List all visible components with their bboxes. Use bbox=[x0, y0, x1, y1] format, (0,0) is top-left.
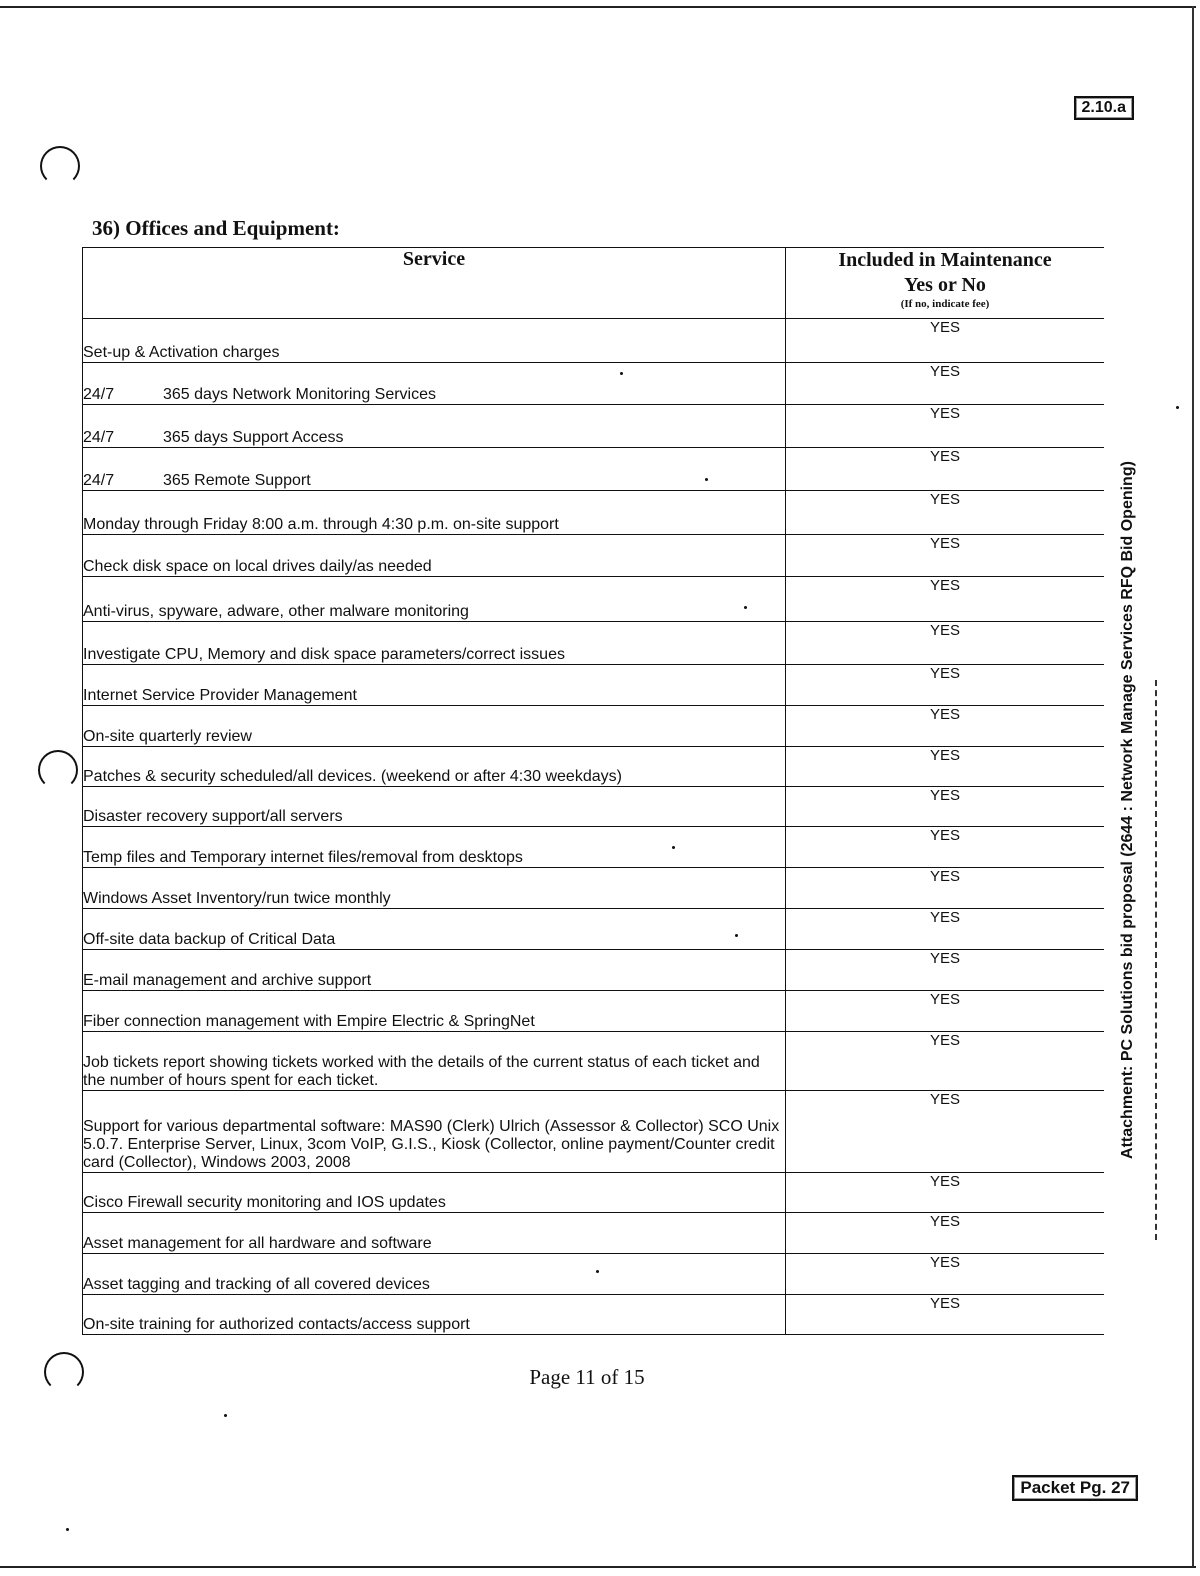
service-text: Monday through Friday 8:00 a.m. through 4:30 p.m. on-site support bbox=[83, 516, 559, 533]
table-row bbox=[83, 1173, 1105, 1213]
service-cell bbox=[83, 1032, 786, 1091]
service-cell bbox=[83, 1295, 786, 1335]
included-cell: YES bbox=[786, 1295, 1105, 1335]
scan-speck bbox=[705, 478, 708, 481]
included-cell: YES bbox=[786, 1032, 1105, 1091]
service-cell bbox=[83, 950, 786, 991]
table-row bbox=[83, 448, 1105, 491]
included-cell: YES bbox=[786, 491, 1105, 535]
service-cell bbox=[83, 1254, 786, 1295]
header-included bbox=[786, 248, 1105, 319]
service-text: Temp files and Temporary internet files/removal from desktops bbox=[83, 849, 523, 866]
service-text: Disaster recovery support/all servers bbox=[83, 808, 343, 825]
table-row bbox=[83, 868, 1105, 909]
included-cell: YES bbox=[786, 405, 1105, 448]
service-cell bbox=[83, 577, 786, 622]
service-prefix: 24/7 bbox=[83, 386, 115, 403]
scan-speck bbox=[1176, 406, 1179, 409]
header-included-line1: Included in Maintenance bbox=[838, 249, 1052, 271]
section-title: 36) Offices and Equipment: bbox=[92, 216, 340, 240]
service-text: 365 days Support Access bbox=[163, 429, 344, 446]
table-row bbox=[83, 909, 1105, 950]
table-row bbox=[83, 491, 1105, 535]
service-cell bbox=[83, 827, 786, 868]
header-service: Service bbox=[83, 248, 786, 319]
table-row bbox=[83, 950, 1105, 991]
service-cell bbox=[83, 787, 786, 827]
service-cell bbox=[83, 909, 786, 950]
service-cell bbox=[83, 1173, 786, 1213]
included-cell: YES bbox=[786, 622, 1105, 665]
service-cell bbox=[83, 1091, 786, 1173]
scan-speck bbox=[672, 846, 675, 849]
table-row bbox=[83, 787, 1105, 827]
service-prefix: 24/7 bbox=[83, 472, 115, 489]
service-cell bbox=[83, 665, 786, 706]
service-cell bbox=[83, 319, 786, 363]
table-row bbox=[83, 622, 1105, 665]
table-row bbox=[83, 706, 1105, 747]
included-cell: YES bbox=[786, 950, 1105, 991]
included-cell: YES bbox=[786, 665, 1105, 706]
service-text: 365 days Network Monitoring Services bbox=[163, 386, 437, 403]
included-cell: YES bbox=[786, 827, 1105, 868]
packet-stamp-bottom: Packet Pg. 27 bbox=[1012, 1475, 1138, 1501]
side-dashed-line bbox=[1155, 680, 1157, 1240]
service-text: E-mail management and archive support bbox=[83, 972, 372, 989]
included-cell: YES bbox=[786, 1173, 1105, 1213]
table-row bbox=[83, 1213, 1105, 1254]
included-cell: YES bbox=[786, 991, 1105, 1032]
table-row bbox=[83, 363, 1105, 405]
service-text: Windows Asset Inventory/run twice monthly bbox=[83, 890, 391, 907]
table-row bbox=[83, 1032, 1105, 1091]
header-included-note: (If no, indicate fee) bbox=[900, 298, 990, 310]
included-cell: YES bbox=[786, 1091, 1105, 1173]
included-cell: YES bbox=[786, 868, 1105, 909]
service-cell bbox=[83, 622, 786, 665]
service-text: 365 Remote Support bbox=[163, 472, 311, 489]
service-text: Investigate CPU, Memory and disk space parameters/correct issues bbox=[83, 646, 565, 663]
service-cell bbox=[83, 706, 786, 747]
service-cell bbox=[83, 535, 786, 577]
service-cell bbox=[83, 991, 786, 1032]
service-text: On-site training for authorized contacts/access support bbox=[83, 1316, 470, 1333]
header-included-line2: Yes or No bbox=[904, 274, 986, 296]
included-cell: YES bbox=[786, 535, 1105, 577]
page-border-bottom bbox=[0, 1566, 1196, 1568]
scan-speck bbox=[596, 1270, 599, 1273]
table-row bbox=[83, 1091, 1105, 1173]
table-row bbox=[83, 991, 1105, 1032]
service-text: Off-site data backup of Critical Data bbox=[83, 931, 336, 948]
service-text: Asset tagging and tracking of all covered devices bbox=[83, 1276, 430, 1293]
included-cell: YES bbox=[786, 787, 1105, 827]
table-row bbox=[83, 1295, 1105, 1335]
included-cell: YES bbox=[786, 319, 1105, 363]
service-text: Support for various departmental software: MAS90 (Clerk) Ulrich (Assessor & Collector) SCO Unix 5.0.7. Enterprise Server, Linux, 3com VoIP, G.I.S., Kiosk (Collector, online payment/Counter credit card (Collector), Windows 2003, 2008 bbox=[83, 1118, 780, 1171]
packet-stamp-top: 2.10.a bbox=[1074, 96, 1134, 120]
service-text: On-site quarterly review bbox=[83, 728, 252, 745]
table-row bbox=[83, 665, 1105, 706]
side-attachment-label: Attachment: PC Solutions bid proposal (2644 : Network Manage Services RFQ Bid Opening) bbox=[1119, 461, 1136, 1159]
service-prefix: 24/7 bbox=[83, 429, 115, 446]
service-cell bbox=[83, 868, 786, 909]
table-row bbox=[83, 319, 1105, 363]
service-text: Anti-virus, spyware, adware, other malware monitoring bbox=[83, 603, 469, 620]
included-cell: YES bbox=[786, 448, 1105, 491]
service-text: Fiber connection management with Empire Electric & SpringNet bbox=[83, 1013, 535, 1030]
service-cell bbox=[83, 491, 786, 535]
scan-speck bbox=[744, 606, 747, 609]
service-text: Internet Service Provider Management bbox=[83, 687, 357, 704]
service-cell bbox=[83, 405, 786, 448]
service-text: Asset management for all hardware and software bbox=[83, 1235, 432, 1252]
included-cell: YES bbox=[786, 909, 1105, 950]
included-cell: YES bbox=[786, 706, 1105, 747]
services-table bbox=[82, 247, 1104, 1335]
included-cell: YES bbox=[786, 1254, 1105, 1295]
scan-speck bbox=[620, 372, 623, 375]
page-number: Page 11 of 15 bbox=[529, 1365, 645, 1389]
included-cell: YES bbox=[786, 577, 1105, 622]
punch-hole-middle bbox=[38, 750, 78, 790]
included-cell: YES bbox=[786, 363, 1105, 405]
page-border-top bbox=[0, 6, 1196, 8]
table-row bbox=[83, 535, 1105, 577]
service-cell bbox=[83, 448, 786, 491]
scan-speck bbox=[735, 934, 738, 937]
table-row bbox=[83, 827, 1105, 868]
service-text: Check disk space on local drives daily/as needed bbox=[83, 558, 432, 575]
service-cell bbox=[83, 747, 786, 787]
table-row bbox=[83, 405, 1105, 448]
page-border-right bbox=[1192, 6, 1194, 1566]
table-row bbox=[83, 1254, 1105, 1295]
table-row bbox=[83, 577, 1105, 622]
scan-speck bbox=[66, 1528, 69, 1531]
table-header-row bbox=[83, 248, 1105, 319]
service-cell bbox=[83, 363, 786, 405]
included-cell: YES bbox=[786, 1213, 1105, 1254]
punch-hole-top bbox=[40, 146, 80, 186]
service-text: Cisco Firewall security monitoring and IOS updates bbox=[83, 1194, 446, 1211]
service-text: Set-up & Activation charges bbox=[83, 344, 280, 361]
service-cell bbox=[83, 1213, 786, 1254]
service-text: Job tickets report showing tickets worked with the details of the current status of each ticket and the number of hours spent for each ticket. bbox=[83, 1054, 760, 1089]
service-text: Patches & security scheduled/all devices. (weekend or after 4:30 weekdays) bbox=[83, 768, 622, 785]
scan-speck bbox=[224, 1414, 227, 1417]
service-rows bbox=[83, 319, 1105, 1335]
included-cell: YES bbox=[786, 747, 1105, 787]
table-row bbox=[83, 747, 1105, 787]
